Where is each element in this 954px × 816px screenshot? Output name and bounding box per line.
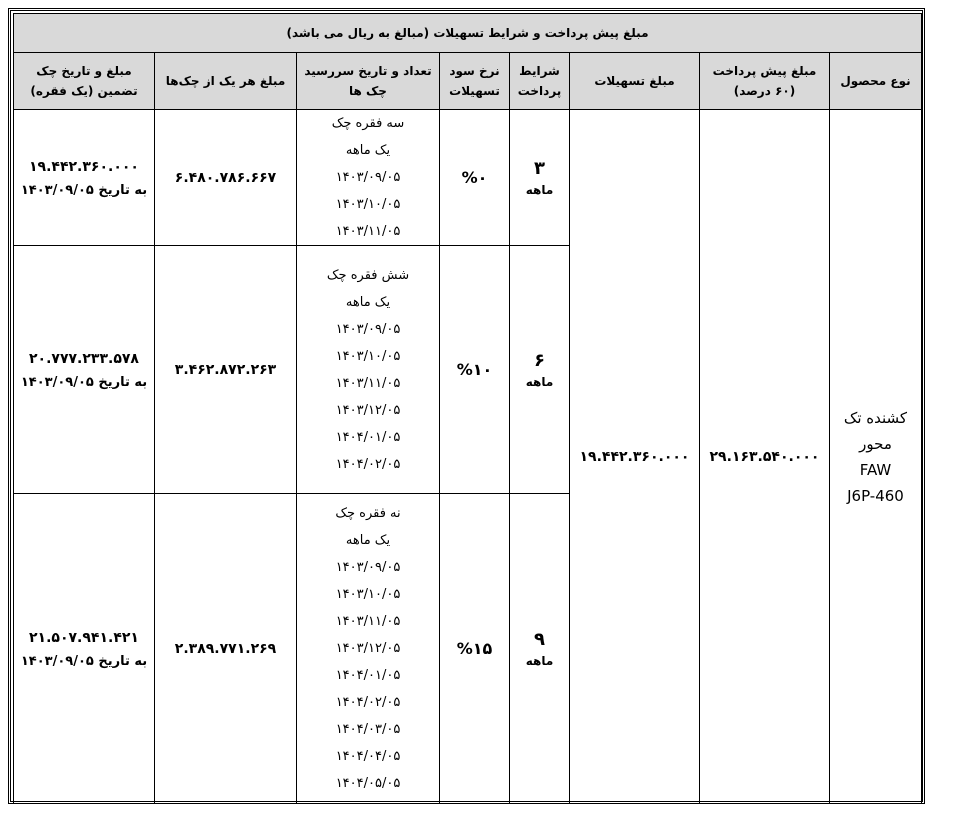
duration-cell: ۹ ماهه xyxy=(510,494,570,804)
facility-terms-table xyxy=(13,13,922,804)
header-payment-terms: شرایط پرداخت xyxy=(510,53,570,110)
header-interest-rate: نرخ سود تسهیلات xyxy=(440,53,510,110)
each-check-cell: ۲.۳۸۹.۷۷۱.۲۶۹ xyxy=(155,494,297,804)
checks-cell: سه فقره چک یک ماهه ۱۴۰۳/۰۹/۰۵ ۱۴۰۳/۱۰/۰۵ ۱۴۰۳/۱۱/۰۵ xyxy=(297,110,440,246)
header-guarantee: مبلغ و تاریخ چک تضمین (یک فقره) xyxy=(14,53,155,110)
header-each-check: مبلغ هر یک از چک‌ها xyxy=(155,53,297,110)
header-facility-amount: مبلغ تسهیلات xyxy=(570,53,700,110)
product-cell: کشنده تک محور FAW J6P-460 xyxy=(830,110,922,804)
duration-cell: ۳ ماهه xyxy=(510,110,570,246)
interest-rate-cell: %۱۰ xyxy=(440,246,510,494)
header-down-payment: مبلغ پیش پرداخت (۶۰ درصد) xyxy=(700,53,830,110)
guarantee-cell: ۲۱.۵۰۷.۹۴۱.۴۲۱ به تاریخ ۱۴۰۳/۰۹/۰۵ xyxy=(14,494,155,804)
header-product: نوع محصول xyxy=(830,53,922,110)
table-title: مبلغ پیش پرداخت و شرایط تسهیلات (مبالغ به ریال می باشد) xyxy=(14,14,922,53)
duration-cell: ۶ ماهه xyxy=(510,246,570,494)
checks-cell: نه فقره چک یک ماهه ۱۴۰۳/۰۹/۰۵ ۱۴۰۳/۱۰/۰۵ ۱۴۰۳/۱۱/۰۵ ۱۴۰۳/۱۲/۰۵ ۱۴۰۴/۰۱/۰۵ ۱۴۰۴/۰۲/۰۵ ۱۴۰۴/۰۳/۰۵ ۱۴۰۴/۰۴/۰۵ ۱۴۰۴/۰۵/۰۵ xyxy=(297,494,440,804)
each-check-cell: ۶.۴۸۰.۷۸۶.۶۶۷ xyxy=(155,110,297,246)
header-checks: تعداد و تاریخ سررسید چک ها xyxy=(297,53,440,110)
guarantee-cell: ۲۰.۷۷۷.۲۳۳.۵۷۸ به تاریخ ۱۴۰۳/۰۹/۰۵ xyxy=(14,246,155,494)
interest-rate-cell: %۰ xyxy=(440,110,510,246)
each-check-cell: ۳.۴۶۲.۸۷۲.۲۶۳ xyxy=(155,246,297,494)
guarantee-cell: ۱۹.۴۴۲.۳۶۰.۰۰۰ به تاریخ ۱۴۰۳/۰۹/۰۵ xyxy=(14,110,155,246)
facility-amount-cell: ۱۹.۴۴۲.۳۶۰.۰۰۰ xyxy=(570,110,700,804)
down-payment-cell: ۲۹.۱۶۳.۵۴۰.۰۰۰ xyxy=(700,110,830,804)
interest-rate-cell: %۱۵ xyxy=(440,494,510,804)
table-row xyxy=(14,110,922,246)
checks-cell: شش فقره چک یک ماهه ۱۴۰۳/۰۹/۰۵ ۱۴۰۳/۱۰/۰۵ ۱۴۰۳/۱۱/۰۵ ۱۴۰۳/۱۲/۰۵ ۱۴۰۴/۰۱/۰۵ ۱۴۰۴/۰۲/۰۵ xyxy=(297,246,440,494)
